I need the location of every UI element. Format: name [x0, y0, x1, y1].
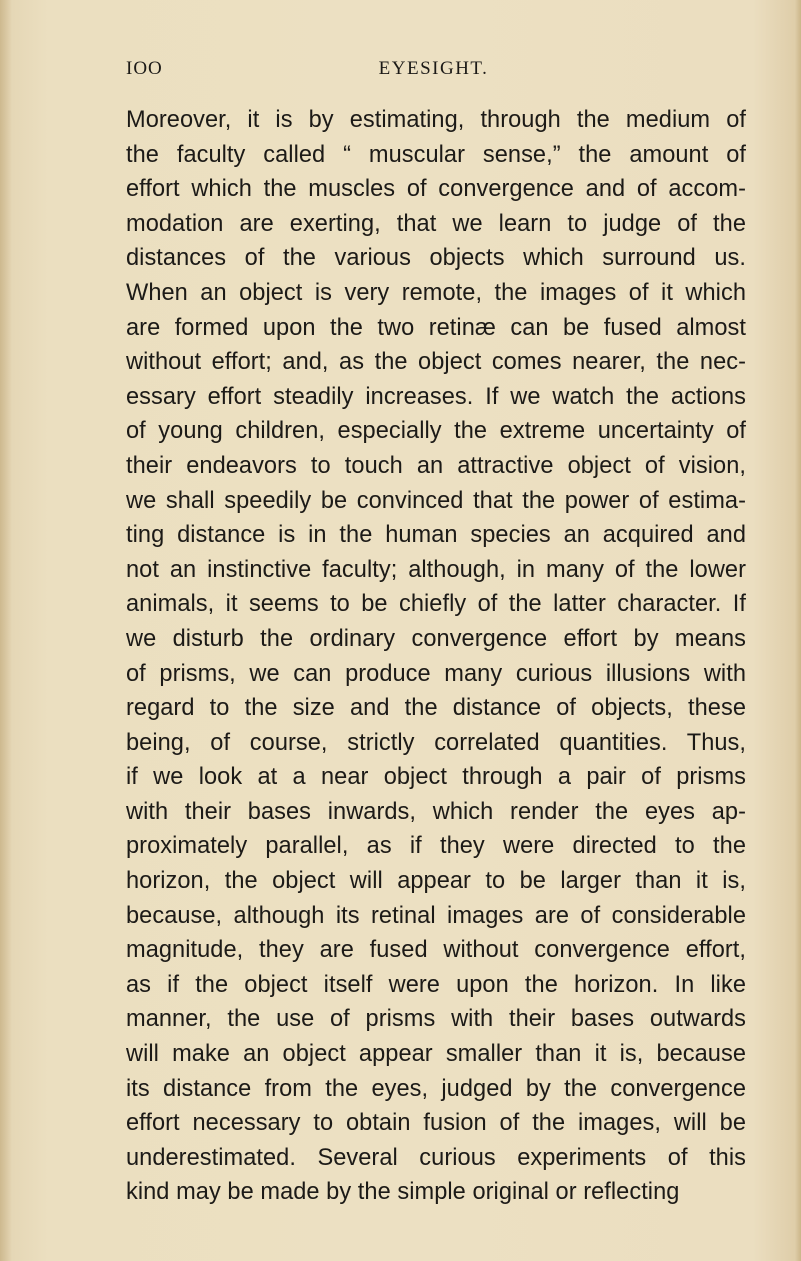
text-line: without effort; and, as the object comes nearer, the nec- [126, 349, 746, 376]
text-line: as if the object itself were upon the horizon. In like [126, 971, 746, 998]
text-line: not an instinctive faculty; although, in many of the lower [126, 556, 746, 583]
text-line: modation are exerting, that we learn to judge of the [126, 210, 746, 237]
text-line: effort which the muscles of convergence and of accom- [126, 176, 746, 203]
text-line: if we look at a near object through a pair of prisms [126, 764, 746, 791]
text-line: will make an object appear smaller than it is, because [126, 1041, 746, 1068]
running-title: EYESIGHT. [378, 58, 489, 79]
text-line: underestimated. Several curious experiments of this [126, 1144, 746, 1171]
text-line: horizon, the object will appear to be larger than it is, [126, 868, 746, 895]
text-line: regard to the size and the distance of objects, these [126, 695, 746, 722]
text-line: its distance from the eyes, judged by the convergence [126, 1075, 746, 1102]
text-line: distances of the various objects which surround us. [126, 245, 746, 272]
text-line: of young children, especially the extreme uncertainty of [126, 418, 746, 445]
text-line: animals, it seems to be chiefly of the latter character. If [126, 591, 746, 618]
text-line: magnitude, they are fused without convergence effort, [126, 937, 746, 964]
text-line: ting distance is in the human species an acquired and [126, 522, 746, 549]
text-line: their endeavors to touch an attractive object of vision, [126, 452, 746, 479]
text-line: proximately parallel, as if they were directed to the [126, 833, 746, 860]
text-line: because, although its retinal images are of considerable [126, 902, 746, 929]
page-number: IOO [126, 58, 163, 79]
text-line: being, of course, strictly correlated quantities. Thus, [126, 729, 746, 756]
text-line: of prisms, we can produce many curious illusions with [126, 660, 746, 687]
text-line: are formed upon the two retinæ can be fused almost [126, 314, 746, 341]
body-paragraph [126, 103, 746, 1210]
text-line: manner, the use of prisms with their bases outwards [126, 1006, 746, 1033]
text-line: with their bases inwards, which render the eyes ap- [126, 798, 746, 825]
page-gutter-shadow [0, 0, 12, 1261]
text-line: the faculty called “ muscular sense,” the amount of [126, 141, 746, 168]
text-line: essary effort steadily increases. If we watch the actions [126, 383, 746, 410]
text-line: When an object is very remote, the images of it which [126, 279, 746, 306]
text-line: Moreover, it is by estimating, through the medium of [126, 107, 746, 133]
text-line: we shall speedily be convinced that the power of estima- [126, 487, 746, 514]
text-line: we disturb the ordinary convergence effort by means [126, 625, 746, 652]
text-line: effort necessary to obtain fusion of the images, will be [126, 1110, 746, 1137]
running-header [126, 58, 741, 88]
page-edge-shadow [795, 0, 801, 1261]
text-line: kind may be made by the simple original or reflecting [126, 1179, 680, 1206]
